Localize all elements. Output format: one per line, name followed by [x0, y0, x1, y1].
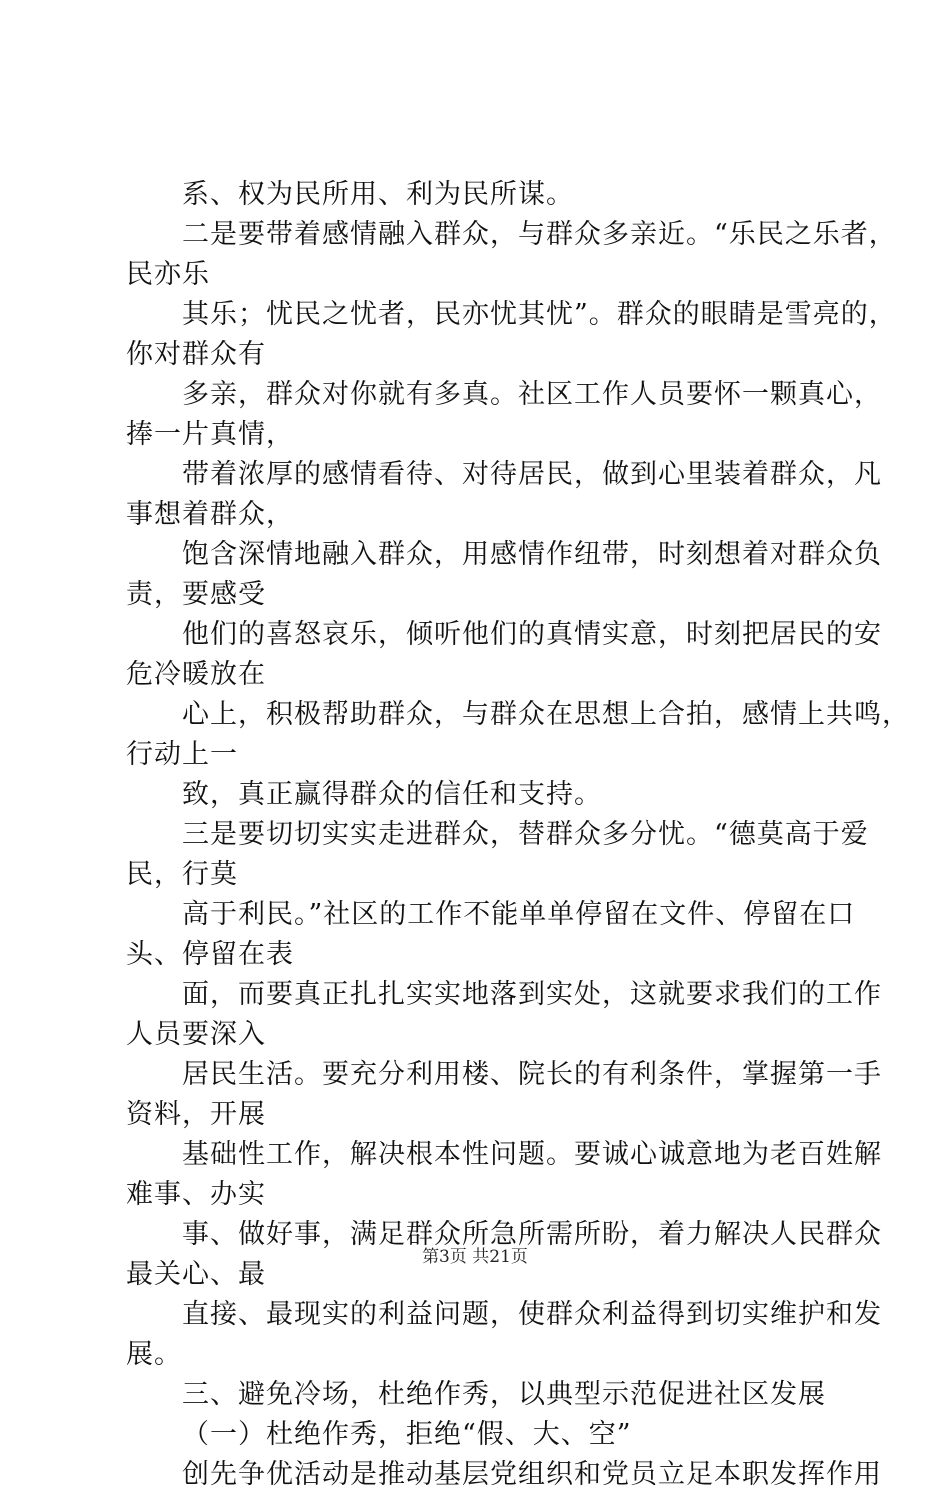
text-line: 三是要切切实实走进群众，替群众多分忧。“德莫高于爱: [182, 819, 869, 850]
text-line: 二是要带着感情融入群众，与群众多亲近。“乐民之乐者，: [182, 219, 897, 250]
text-line: 致，真正赢得群众的信任和支持。: [182, 779, 602, 810]
text-line: 人员要深入: [126, 1019, 266, 1050]
text-line: 民，行莫: [126, 859, 238, 890]
text-line: 难事、办实: [126, 1179, 266, 1210]
text-line: 居民生活。要充分利用楼、院长的有利条件，掌握第一手: [182, 1059, 882, 1090]
text-line: 资料，开展: [126, 1099, 266, 1130]
subsection-heading: （一）杜绝作秀，拒绝“假、大、空”: [182, 1419, 632, 1450]
body-text: [126, 175, 910, 1495]
text-line: 心上，积极帮助群众，与群众在思想上合拍，感情上共鸣，: [182, 699, 910, 730]
text-line: 其乐；忧民之忧者，民亦忧其忧”。群众的眼睛是雪亮的，: [182, 299, 897, 330]
text-line: 基础性工作，解决根本性问题。要诚心诚意地为老百姓解: [182, 1139, 882, 1170]
text-line: 事想着群众，: [126, 499, 294, 530]
text-line: 责，要感受: [126, 579, 266, 610]
text-line: 面，而要真正扎扎实实地落到实处，这就要求我们的工作: [182, 979, 882, 1010]
text-line: 创先争优活动是推动基层党组织和党员立足本职发挥作用: [182, 1459, 882, 1490]
text-line: 最关心、最: [126, 1259, 266, 1290]
text-line: 多亲，群众对你就有多真。社区工作人员要怀一颗真心，: [182, 379, 882, 410]
text-line: 你对群众有: [126, 339, 266, 370]
text-line: 行动上一: [126, 739, 238, 770]
text-line: 高于利民。”社区的工作不能单单停留在文件、停留在口: [182, 899, 856, 930]
text-line: 系、权为民所用、利为民所谋。: [182, 179, 574, 210]
text-line: 直接、最现实的利益问题，使群众利益得到切实维护和发: [182, 1299, 882, 1330]
text-line: 他们的喜怒哀乐，倾听他们的真情实意，时刻把居民的安: [182, 619, 882, 650]
text-line: 危冷暖放在: [126, 659, 266, 690]
text-line: 事、做好事，满足群众所急所需所盼，着力解决人民群众: [182, 1219, 882, 1250]
text-line: 头、停留在表: [126, 939, 294, 970]
text-line: 民亦乐: [126, 259, 210, 290]
section-heading: 三、避免冷场，杜绝作秀，以典型示范促进社区发展: [182, 1379, 826, 1410]
page-number-footer: 第3页 共21页: [422, 1247, 528, 1267]
text-line: 捧一片真情，: [126, 419, 294, 450]
text-line: 展。: [126, 1339, 182, 1370]
text-line: 饱含深情地融入群众，用感情作纽带，时刻想着对群众负: [182, 539, 882, 570]
text-line: 带着浓厚的感情看待、对待居民，做到心里装着群众，凡: [182, 459, 882, 490]
